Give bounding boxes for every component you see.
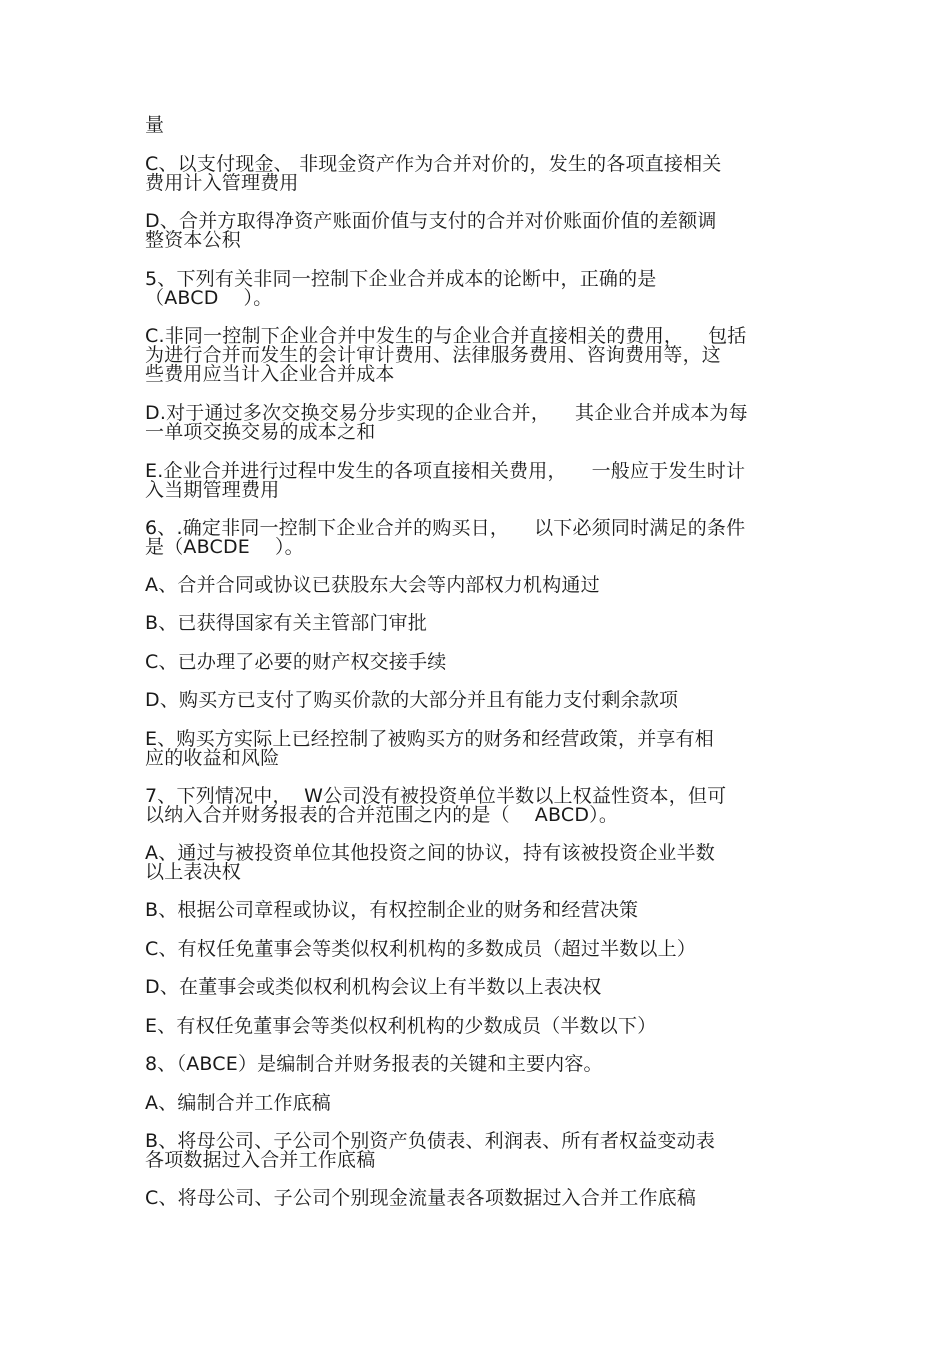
text-line: C、已办理了必要的财产权交接手续 <box>145 651 447 673</box>
q7-option-c <box>145 940 815 959</box>
text-line: 6、.确定非同一控制下企业合并的购买日， 以下必须同时满足的条件 <box>145 517 746 539</box>
text-line: E、有权任免董事会等类似权利机构的少数成员（半数以下） <box>145 1015 657 1037</box>
text-line: C、以支付现金、 非现金资产作为合并对价的，发生的各项直接相关 <box>145 153 722 175</box>
text-line: C.非同一控制下企业合并中发生的与企业合并直接相关的费用， 包括 <box>145 325 747 347</box>
q8-option-a <box>145 1094 815 1113</box>
question-8 <box>145 1055 815 1074</box>
text-line: C、有权任免董事会等类似权利机构的多数成员（超过半数以上） <box>145 938 697 960</box>
text-line: 些费用应当计入企业合并成本 <box>145 363 395 385</box>
option-c <box>145 155 815 193</box>
q7-option-d <box>145 978 815 997</box>
q8-option-c <box>145 1189 815 1208</box>
question-7 <box>145 787 815 825</box>
text-line: B、将母公司、子公司个别资产负债表、利润表、所有者权益变动表 <box>145 1130 716 1152</box>
q6-option-a <box>145 576 815 595</box>
q6-option-b <box>145 614 815 633</box>
text-line: 8、（ABCE）是编制合并财务报表的关键和主要内容。 <box>145 1053 603 1075</box>
q8-option-b <box>145 1132 815 1170</box>
text-fragment <box>145 116 815 135</box>
text-line: 入当期管理费用 <box>145 479 280 501</box>
q6-option-e <box>145 730 815 768</box>
text-line: B、根据公司章程或协议，有权控制企业的财务和经营决策 <box>145 899 639 921</box>
option-d <box>145 212 815 250</box>
q7-option-a <box>145 844 815 882</box>
text-line: D、合并方取得净资产账面价值与支付的合并对价账面价值的差额调 <box>145 210 717 232</box>
text-line: 应的收益和风险 <box>145 747 280 769</box>
text-line: A、合并合同或协议已获股东大会等内部权力机构通过 <box>145 574 600 596</box>
text-line: （ABCD ）。 <box>145 287 273 309</box>
text-line: 以纳入合并财务报表的合并范围之内的是（ ABCD）。 <box>145 804 619 826</box>
text-line: 以上表决权 <box>145 861 242 883</box>
text-line: 整资本公积 <box>145 229 242 251</box>
text-line: C、将母公司、子公司个别现金流量表各项数据过入合并工作底稿 <box>145 1187 697 1209</box>
text-line: 5、下列有关非同一控制下企业合并成本的论断中，正确的是 <box>145 268 657 290</box>
text-line: 各项数据过入合并工作底稿 <box>145 1149 376 1171</box>
text-line: 量 <box>145 114 165 136</box>
q7-option-b <box>145 901 815 920</box>
text-line: 一单项交换交易的成本之和 <box>145 421 376 443</box>
text-line: D.对于通过多次交换交易分步实现的企业合并， 其企业合并成本为每 <box>145 402 748 424</box>
question-6 <box>145 519 815 557</box>
text-line: 7、下列情况中， W公司没有被投资单位半数以上权益性资本，但可 <box>145 785 727 807</box>
text-line: 费用计入管理费用 <box>145 172 299 194</box>
q5-option-c <box>145 327 815 384</box>
q6-option-c <box>145 653 815 672</box>
question-5 <box>145 270 815 308</box>
text-line: A、编制合并工作底稿 <box>145 1092 331 1114</box>
text-line: B、已获得国家有关主管部门审批 <box>145 612 428 634</box>
text-line: D、在董事会或类似权利机构会议上有半数以上表决权 <box>145 976 602 998</box>
text-line: E.企业合并进行过程中发生的各项直接相关费用， 一般应于发生时计 <box>145 460 746 482</box>
text-line: E、购买方实际上已经控制了被购买方的财务和经营政策，并享有相 <box>145 728 715 750</box>
text-line: 为进行合并而发生的会计审计费用、法律服务费用、咨询费用等，这 <box>145 344 722 366</box>
q5-option-e <box>145 462 815 500</box>
q5-option-d <box>145 404 815 442</box>
text-line: D、购买方已支付了购买价款的大部分并且有能力支付剩余款项 <box>145 689 679 711</box>
text-line: A、通过与被投资单位其他投资之间的协议，持有该被投资企业半数 <box>145 842 715 864</box>
q7-option-e <box>145 1017 815 1036</box>
text-line: 是（ABCDE ）。 <box>145 536 304 558</box>
q6-option-d <box>145 691 815 710</box>
